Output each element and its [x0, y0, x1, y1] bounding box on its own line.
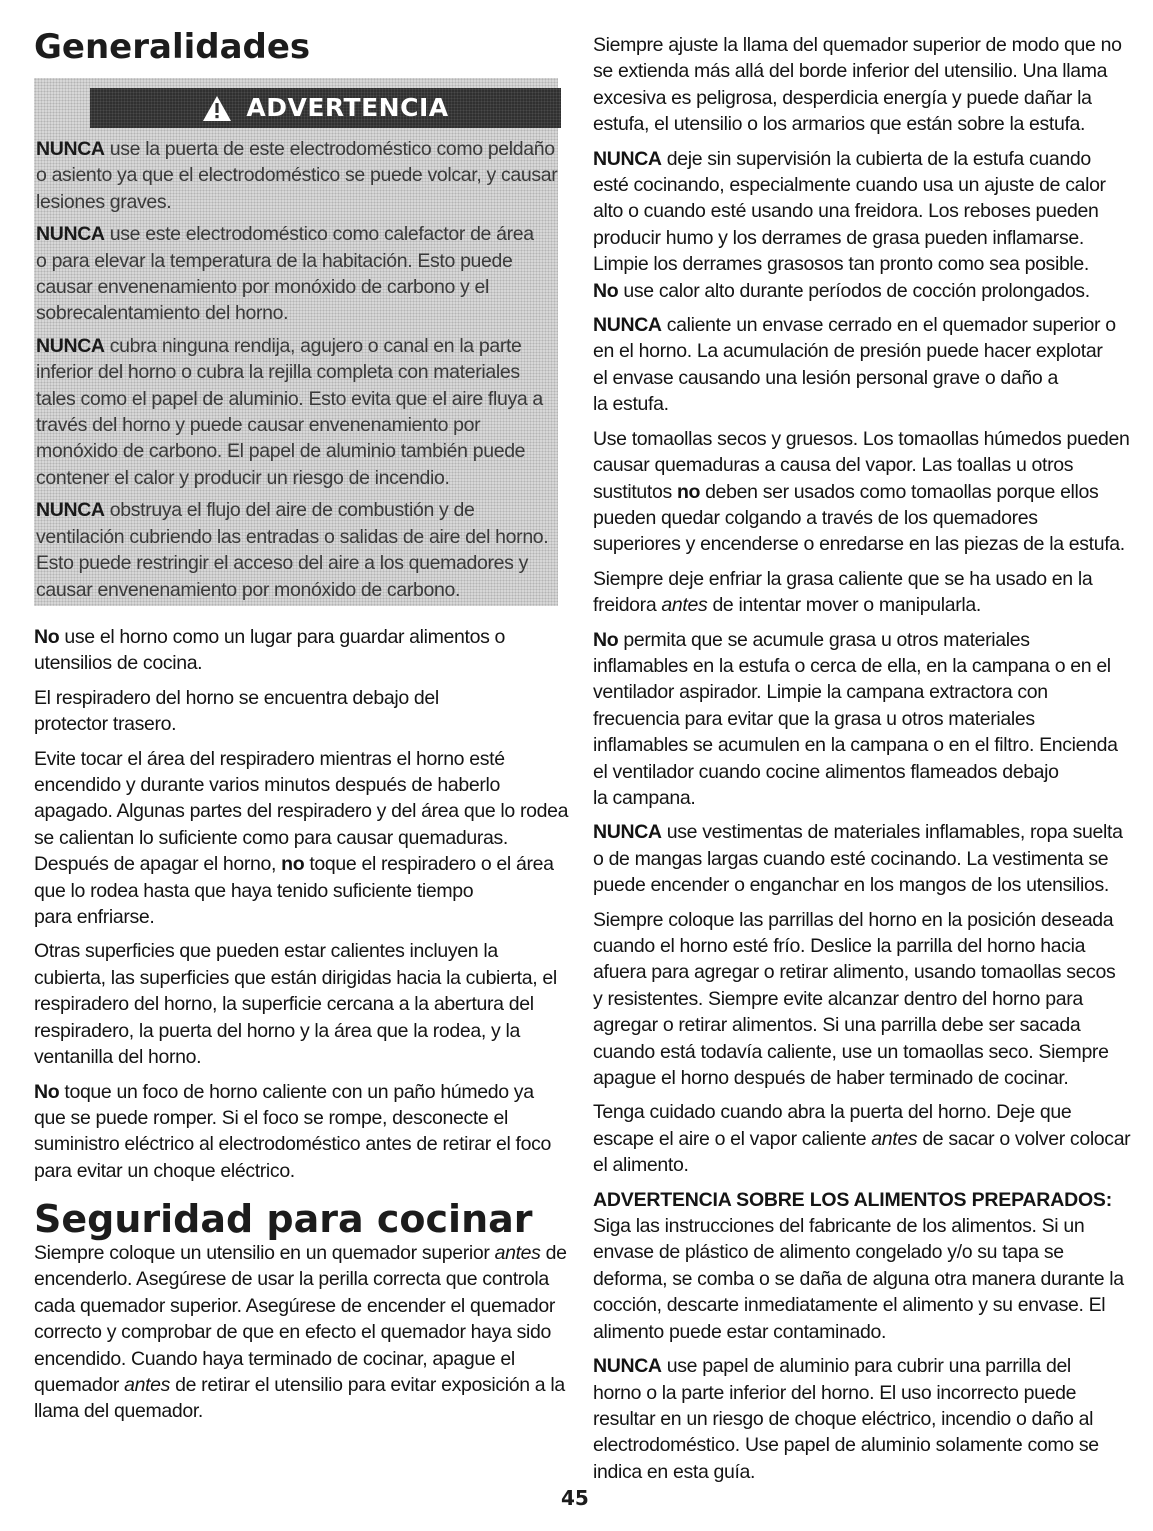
emphasis: No: [34, 626, 60, 648]
right-column: [593, 32, 1131, 1493]
warning-emphasis: NUNCA: [36, 499, 105, 522]
text-line: use vestimentas de materiales inflamables, ropa suelta: [666, 821, 1123, 844]
text-line: horno o la parte inferior del horno. El uso incorrecto puede: [593, 1381, 1077, 1404]
text-line: en el horno. La acumulación de presión puede hacer explotar: [593, 340, 1103, 363]
text-line: caliente un envase cerrado en el quemador superior o: [666, 314, 1116, 337]
paragraph: [593, 907, 1120, 1092]
emphasis: No: [34, 1080, 60, 1103]
warning-title: ADVERTENCIA: [246, 92, 449, 122]
text-line: cada quemador superior. Asegúrese de encender el quemador: [34, 1294, 555, 1317]
text-line: el envase causando una lesión personal grave o daño a: [593, 366, 1058, 389]
text-line: suministro eléctrico al electrodoméstico antes de retirar el foco: [34, 1133, 551, 1156]
text-line: y resistentes. Siempre evite alcanzar dentro del horno para: [593, 987, 1083, 1010]
warning-line: use la puerta de este electrodoméstico como peldaño: [109, 138, 555, 160]
left-column-cooking: [34, 1240, 567, 1433]
emphasis: NUNCA: [593, 821, 662, 844]
text-line: sustitutos: [593, 480, 672, 503]
text-line: respiradero, la puerta del horno y la área que la rodea, y la: [34, 1019, 520, 1042]
warning-line: o asiento ya que el electrodoméstico se puede volcar, y causar: [36, 164, 558, 187]
text-line: producir humo y los derrames de grasa pueden inflamarse.: [593, 226, 1084, 249]
warning-line: contener el calor y producir un riesgo de incendio.: [36, 466, 450, 489]
text-line: Tenga cuidado cuando abra la puerta del horno. Deje que: [593, 1101, 1072, 1124]
warning-line: ventilación cubriendo las entradas o salidas de aire del horno.: [36, 525, 549, 548]
text-line: use el horno como un lugar para guardar alimentos o: [64, 626, 506, 648]
warning-line: causar envenenamiento por monóxido de carbono.: [36, 578, 461, 601]
text-line: permita que se acumule grasa u otros materiales: [623, 628, 1030, 651]
text-line: Siempre coloque las parrillas del horno en la posición deseada: [593, 908, 1114, 931]
section-title-generalidades: Generalidades: [34, 27, 311, 67]
text-line: protector trasero.: [34, 713, 177, 736]
text-line: causar quemaduras a causa del vapor. Las toallas u otros: [593, 454, 1074, 477]
paragraph: [34, 624, 558, 677]
text-line: de sacar o volver colocar: [922, 1127, 1131, 1150]
text-line: cuando el horno esté frío. Deslice la parrilla del horno hacia: [593, 935, 1086, 957]
paragraph: [593, 819, 1123, 898]
warning-header: [90, 88, 561, 128]
text-line: ventilador aspirador. Limpie la campana extractora con: [593, 681, 1048, 704]
text-line: deforma, se comba o se daña de alguna otra manera durante la: [593, 1267, 1124, 1290]
text-line: envase de plástico de alimento congelado y/o su tapa se: [593, 1241, 1064, 1264]
page-number: 45: [561, 1486, 589, 1510]
paragraph: [34, 685, 558, 738]
text-line: para enfriarse.: [34, 906, 155, 929]
text-line: deje sin supervisión la cubierta de la estufa cuando: [666, 147, 1091, 170]
text-line: Evite tocar el área del respiradero mientras el horno esté: [34, 747, 505, 770]
paragraph: [593, 312, 1120, 418]
warning-line: lesiones graves.: [36, 190, 172, 213]
warning-line: obstruya el flujo del aire de combustión y de: [109, 499, 475, 522]
warning-triangle-icon: [202, 95, 232, 122]
text-line: use calor alto durante períodos de cocción prolongados.: [623, 279, 1090, 302]
text-line: la campana.: [593, 786, 696, 809]
text-line: llama del quemador.: [34, 1400, 203, 1423]
warning-paragraph: [36, 333, 552, 491]
emphasis: no: [676, 480, 701, 503]
text-line: alto o cuando esté usando una freidora. Los reboses pueden: [593, 200, 1099, 223]
text-line: electrodoméstico. Use papel de aluminio solamente como se: [593, 1434, 1099, 1457]
text-line: esté cocinando, especialmente cuando usa un ajuste de calor: [593, 174, 1106, 197]
text-line: excesiva es peligrosa, desperdicia energía y puede dañar la: [593, 86, 1092, 109]
italic-emphasis: antes: [661, 594, 708, 617]
text-line: encenderlo. Asegúrese de usar la perilla correcta que controla: [34, 1268, 549, 1291]
text-line: Otras superficies que pueden estar calientes incluyen la: [34, 940, 498, 963]
italic-emphasis: antes: [871, 1127, 918, 1150]
text-line: el ventilador cuando cocine alimentos flameados debajo: [593, 760, 1059, 783]
text-line: resultar en un riesgo de choque eléctrico, incendio o daño al: [593, 1407, 1094, 1430]
warning-emphasis: NUNCA: [36, 138, 105, 160]
warning-line: monóxido de carbono. El papel de aluminio también puede: [36, 440, 526, 463]
section-title-seguridad: Seguridad para cocinar: [34, 1197, 533, 1241]
text-line: cuando está todavía caliente, use un tomaollas seco. Siempre: [593, 1040, 1109, 1063]
text-line: inflamables en la estufa o cerca de ella, en la campana o en el: [593, 654, 1111, 677]
text-line: Limpie los derrames grasosos tan pronto como sea posible.: [593, 253, 1089, 276]
text-line: apague el horno después de haber terminado de cocinar.: [593, 1067, 1069, 1090]
warning-paragraph: [36, 497, 552, 603]
text-line: toque el respiradero o el área: [309, 853, 554, 876]
warning-line: tales como el papel de aluminio. Esto evita que el aire fluya a: [36, 387, 543, 410]
text-line: Siga las instrucciones del fabricante de los alimentos. Si un: [593, 1215, 1085, 1238]
text-line: deben ser usados como tomaollas porque ellos: [705, 480, 1099, 503]
text-line: se calientan lo suficiente como para causar quemaduras.: [34, 826, 508, 849]
text-line: de retirar el utensilio para evitar exposición a la: [175, 1374, 565, 1397]
text-line: freidora: [593, 594, 657, 617]
warning-paragraph: [36, 221, 552, 327]
paragraph: [34, 1240, 567, 1425]
italic-emphasis: antes: [124, 1374, 171, 1397]
text-line: agregar o retirar alimentos. Si una parrilla debe ser sacada: [593, 1014, 1081, 1037]
paragraph: [593, 566, 1120, 619]
paragraph: [593, 1353, 1120, 1485]
text-line: estufa, el utensilio o los armarios que están sobre la estufa.: [593, 113, 1086, 136]
text-line: superiores y encenderse o enredarse en las piezas de la estufa.: [593, 533, 1125, 556]
paragraph: [593, 1187, 1124, 1345]
text-line: respiradero del horno, la superficie cercana a la abertura del: [34, 993, 534, 1016]
text-line: Siempre deje enfriar la grasa caliente que se ha usado en la: [593, 567, 1093, 590]
italic-emphasis: antes: [494, 1242, 541, 1264]
warning-emphasis: NUNCA: [36, 223, 105, 246]
text-line: utensilios de cocina.: [34, 652, 203, 675]
warning-line: causar envenenamiento por monóxido de carbono y el: [36, 276, 489, 299]
warning-emphasis: NUNCA: [36, 334, 105, 357]
emphasis: NUNCA: [593, 1355, 662, 1378]
text-line: encendido y durante varios minutos después de haberlo: [34, 774, 501, 797]
text-line: toque un foco de horno caliente con un paño húmedo ya: [64, 1080, 534, 1103]
text-line: indica en esta guía.: [593, 1460, 756, 1483]
warning-line: sobrecalentamiento del horno.: [36, 302, 289, 325]
text-line: encendido. Cuando haya terminado de cocinar, apague el: [34, 1347, 515, 1370]
paragraph: [593, 32, 1120, 138]
text-line: el alimento.: [593, 1154, 689, 1177]
paragraph: [593, 426, 1130, 558]
text-line: inflamables se acumulen en la campana o en el filtro. Encienda: [593, 734, 1118, 757]
warning-box: [34, 78, 558, 606]
text-line: cubierta, las superficies que están dirigidas hacia la cubierta, el: [34, 966, 557, 989]
warning-paragraph: [36, 136, 558, 215]
text-line: se extienda más allá del borde inferior del utensilio. Una llama: [593, 60, 1108, 83]
text-line: escape el aire o el vapor caliente: [593, 1127, 867, 1150]
paragraph: [593, 1099, 1131, 1178]
left-column: [34, 624, 569, 1192]
emphasis: No: [593, 628, 619, 651]
warning-body: [34, 136, 558, 609]
text-line: ventanilla del horno.: [34, 1046, 202, 1069]
text-line: de: [545, 1242, 567, 1264]
warning-line: inferior del horno o cubra la rejilla completa con materiales: [36, 361, 520, 384]
paragraph: [593, 146, 1120, 304]
emphasis: NUNCA: [593, 147, 662, 170]
paragraph: [34, 1079, 558, 1185]
text-line: la estufa.: [593, 393, 669, 416]
text-line: correcto y comprobar de que en efecto el quemador haya sido: [34, 1321, 552, 1344]
warning-line: Esto puede restringir el acceso del aire a los quemadores y: [36, 552, 529, 575]
text-line: use papel de aluminio para cubrir una parrilla del: [666, 1355, 1071, 1378]
text-line: El respiradero del horno se encuentra debajo del: [34, 686, 439, 709]
text-line: para evitar un choque eléctrico.: [34, 1159, 295, 1182]
emphasis: NUNCA: [593, 314, 662, 337]
text-line: alimento puede estar contaminado.: [593, 1320, 887, 1343]
text-line: Use tomaollas secos y gruesos. Los tomaollas húmedos pueden: [593, 427, 1130, 450]
warning-line: o para elevar la temperatura de la habitación. Esto puede: [36, 249, 513, 272]
warning-line: través del horno y puede causar envenenamiento por: [36, 414, 481, 437]
paragraph: [593, 627, 1120, 812]
text-line: puede encender o enganchar en los mangos de los utensilios.: [593, 874, 1109, 897]
text-line: apagado. Algunas partes del respiradero y del área que lo rodea: [34, 800, 569, 823]
text-line: pueden quedar colgando a través de los quemadores: [593, 506, 1038, 529]
paragraph: [34, 746, 569, 931]
emphasis: No: [593, 279, 619, 302]
prepared-food-warning-heading: ADVERTENCIA SOBRE LOS ALIMENTOS PREPARADOS:: [593, 1188, 1113, 1211]
warning-line: use este electrodoméstico como calefactor de área: [109, 223, 534, 246]
text-line: que se puede romper. Si el foco se rompe, desconecte el: [34, 1106, 508, 1129]
text-line: Siempre ajuste la llama del quemador superior de modo que no: [593, 34, 1122, 56]
text-line: o de mangas largas cuando esté cocinando. La vestimenta se: [593, 847, 1109, 870]
text-line: Después de apagar el horno,: [34, 853, 277, 876]
text-line: afuera para agregar o retirar alimento, usando tomaollas secos: [593, 961, 1116, 984]
warning-line: cubra ninguna rendija, agujero o canal en la parte: [109, 334, 522, 357]
text-line: Siempre coloque un utensilio en un quemador superior: [34, 1242, 490, 1264]
text-line: frecuencia para evitar que la grasa u otros materiales: [593, 707, 1035, 730]
text-line: quemador: [34, 1374, 120, 1397]
text-line: de intentar mover o manipularla.: [712, 594, 981, 617]
emphasis: no: [281, 853, 305, 876]
text-line: cocción, descarte inmediatamente el alimento y su envase. El: [593, 1294, 1106, 1317]
text-line: que lo rodea hasta que haya tenido suficiente tiempo: [34, 879, 474, 902]
paragraph: [34, 938, 558, 1070]
